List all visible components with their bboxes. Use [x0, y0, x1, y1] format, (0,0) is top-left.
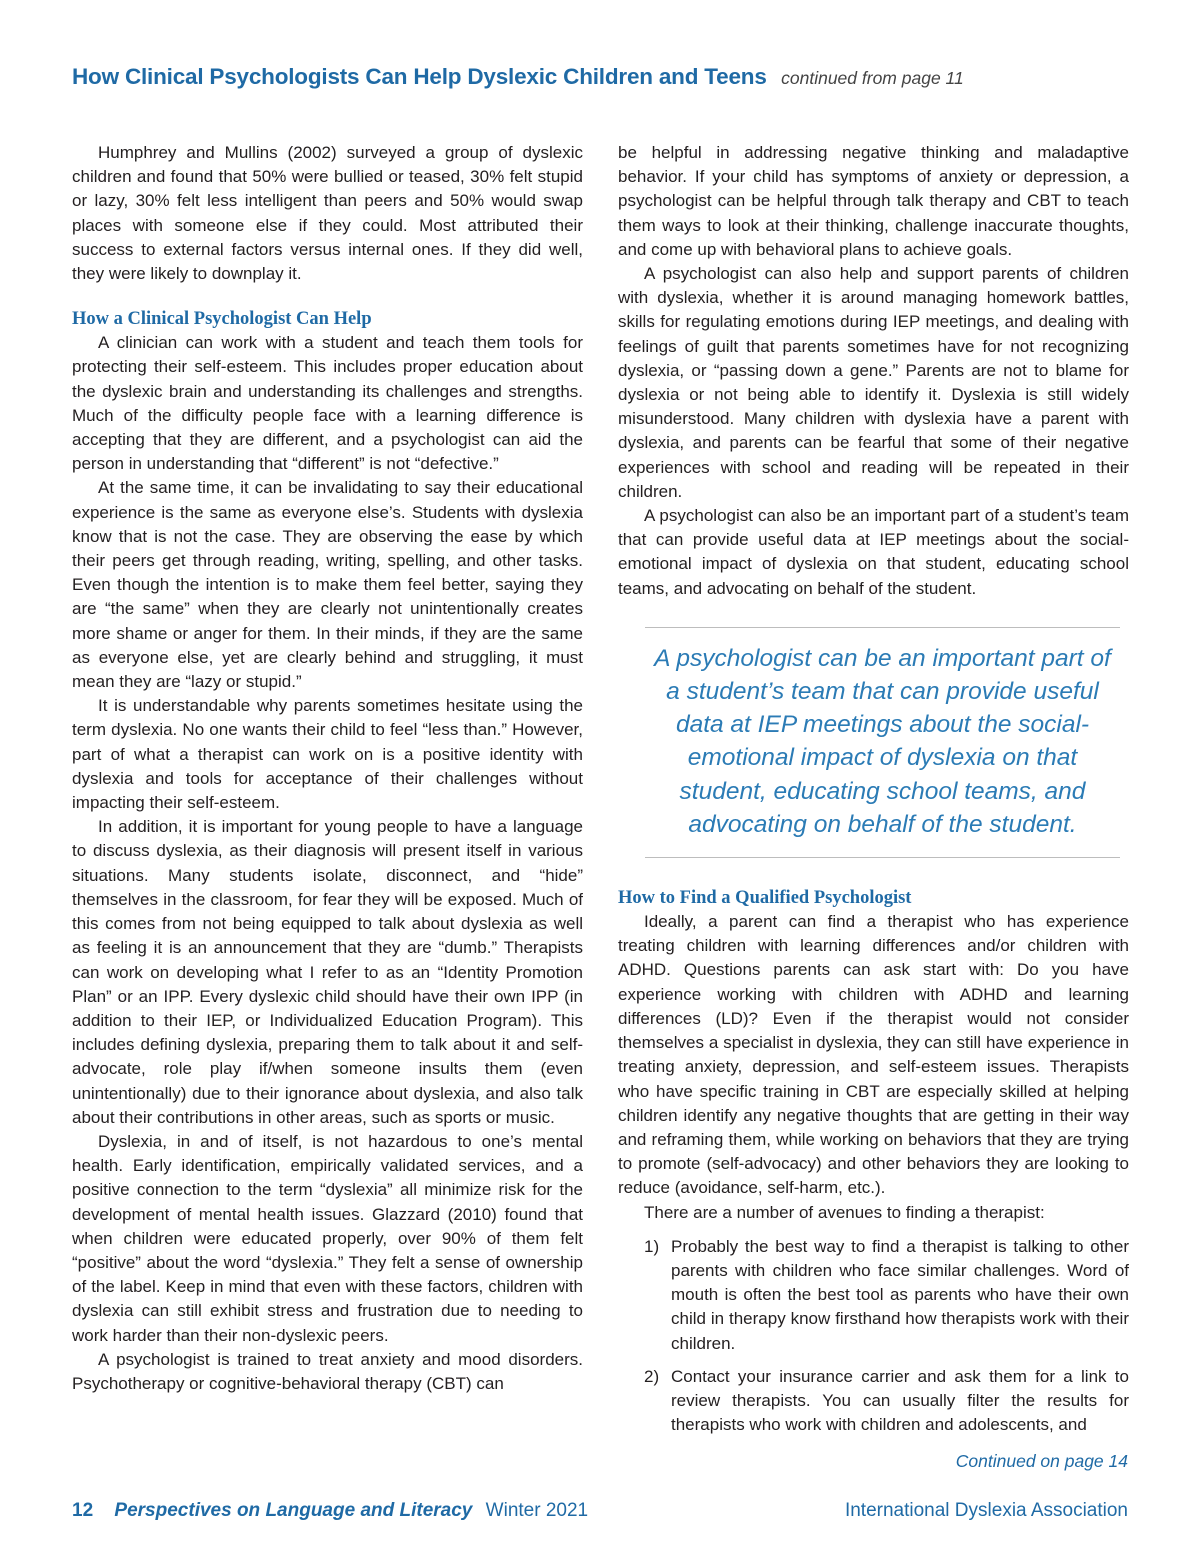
- body-paragraph-continued: be helpful in addressing negative thinking and maladaptive behavior. If your child has symptoms of anxiety or depression, a psychologist can be helpful through talk therapy and CBT to teach them ways to look at their thinking, challenge inaccurate thoughts, and come up with behavioral plans to achieve goals.: [618, 143, 1129, 259]
- right-column: [618, 141, 1129, 1446]
- body-paragraph: It is understandable why parents sometimes hesitate using the term dyslexia. No one wants their child to feel “less than.” However, part of what a therapist can work on is a positive identity with dyslexia and tools for acceptance of their challenges without impacting their self-esteem.: [72, 696, 583, 813]
- pull-quote: [645, 627, 1120, 858]
- journal-name: Perspectives on Language and Literacy: [114, 1500, 473, 1521]
- continued-from-note: continued from page 11: [781, 68, 964, 88]
- list-item-number: 1): [644, 1236, 660, 1256]
- avenues-list: [618, 1235, 1129, 1438]
- list-item: [618, 1235, 1129, 1356]
- body-paragraph: A psychologist can also be an important part of a student’s team that can provide useful data at IEP meetings about the social-emotional impact of dyslexia on that student, educating school teams, and advocating on behalf of the student.: [618, 506, 1129, 598]
- body-paragraph: At the same time, it can be invalidating to say their educational experience is the same as everyone else’s. Students with dyslexia know that is not the case. They are observing the ease by which their peers get through reading, writing, spelling, and other tasks. Even though the intention is to make them feel better, saying they are “the same” when they are clearly not unintentionally creates more shame or anger for them. In their minds, if they are the same as everyone else, yet are clearly behind and struggling, it must mean they are “lazy or stupid.”: [72, 478, 583, 692]
- body-paragraph: There are a number of avenues to finding a therapist:: [644, 1202, 1045, 1222]
- list-item-number: 2): [644, 1366, 660, 1386]
- intro-paragraph: Humphrey and Mullins (2002) surveyed a group of dyslexic children and found that 50% were bullied or teased, 30% felt stupid or lazy, 30% felt less intelligent than peers and 50% would swap places with someone else if they could. Most attributed their success to external factors versus internal ones. If they did well, they were likely to downplay it.: [72, 143, 583, 284]
- article-title: How Clinical Psychologists Can Help Dyslexic Children and Teens: [72, 64, 767, 89]
- page-header: [72, 64, 1132, 90]
- left-column: [72, 141, 583, 1396]
- list-item-text: Probably the best way to find a therapist is talking to other parents with children who face similar challenges. Word of mouth is often the best tool as parents who have their own child in therapy know firsthand how therapists work with their children.: [671, 1236, 1129, 1353]
- body-paragraph: A psychologist is trained to treat anxiety and mood disorders. Psychotherapy or cognitive-behavioral therapy (CBT) can: [72, 1349, 583, 1393]
- organization-name: International Dyslexia Association: [844, 1500, 1128, 1521]
- list-item: [618, 1365, 1129, 1438]
- body-paragraph: In addition, it is important for young people to have a language to discuss dyslexia, as their diagnosis will present itself in various situations. Many students isolate, disconnect, and “hide” themselves in the classroom, for fear they will be exposed. Much of this comes from not being equipped to talk about dyslexia as well as feeling it is an announcement that they are “dumb.” Therapists can work on developing what I refer to as an “Identity Promotion Plan” or an IPP. Every dyslexic child should have their own IPP (in addition to their IEP, or Individualized Education Program). This includes defining dyslexia, preparing them to talk about it and self-advocate, role play if/when someone insults them (even unintentionally) due to their ignorance about dyslexia, and also talk about their contributions in other areas, such as sports or music.: [72, 817, 583, 1127]
- body-paragraph: Ideally, a parent can find a therapist who has experience treating children with learning differences and/or children with ADHD. Questions parents can ask start with: Do you have experience working with children with ADHD and learning differences (LD)? Even if the therapist would not consider themselves a specialist in dyslexia, they can still have experience in treating anxiety, depression, and self-esteem issues. Therapists who have specific training in CBT are especially skilled at helping children identify any negative thoughts that are getting in their way and reframing them, while working on behaviors that they are trying to promote (self-advocacy) and other behaviors they are looking to reduce (avoidance, self-harm, etc.).: [618, 912, 1129, 1198]
- pull-quote-text: A psychologist can be an important part of a student’s team that can provide useful data at IEP meetings about the social-emotional impact of dyslexia on that student, educating school teams, and advocating on behalf of the student.: [654, 644, 1111, 838]
- section-heading-how-psychologist-can-help: How a Clinical Psychologist Can Help: [72, 309, 372, 330]
- body-paragraph: A clinician can work with a student and teach them tools for protecting their self-esteem. This includes proper education about the dyslexic brain and understanding its challenges and strengths. Much of the difficulty people face with a learning difference is accepting that they are different, and a psychologist can aid the person in understanding that “different” is not “defective.”: [72, 333, 583, 474]
- issue-label: Winter 2021: [485, 1500, 589, 1521]
- body-paragraph: A psychologist can also help and support parents of children with dyslexia, whether it is around managing homework battles, skills for regulating emotions during IEP meetings, and dealing with feelings of guilt that parents sometimes have for not recognizing dyslexia, or “passing down a gene.” Parents are not to blame for dyslexia or not being able to identify it. Dyslexia is still widely misunderstood. Many children with dyslexia have a parent with dyslexia, and parents can be fearful that some of their negative experiences with school and reading will be repeated in their children.: [618, 264, 1129, 501]
- body-paragraph: Dyslexia, in and of itself, is not hazardous to one’s mental health. Early identification, empirically validated services, and a positive connection to the term “dyslexia” all minimize risk for the development of mental health issues. Glazzard (2010) found that when children were educated properly, over 90% of them felt “positive” about the word “dyslexia.” They felt a sense of ownership of the label. Keep in mind that even with these factors, children with dyslexia can still exhibit stress and frustration due to needing to work harder than their non-dyslexic peers.: [72, 1131, 583, 1345]
- section-heading-find-qualified-psychologist: How to Find a Qualified Psychologist: [618, 888, 912, 909]
- list-item-text: Contact your insurance carrier and ask them for a link to review therapists. You can usually filter the results for therapists who work with children and adolescents, and: [671, 1366, 1129, 1435]
- page-footer: [72, 1500, 1128, 1522]
- continued-on-note: Continued on page 14: [955, 1451, 1128, 1471]
- page-number: 12: [72, 1500, 94, 1521]
